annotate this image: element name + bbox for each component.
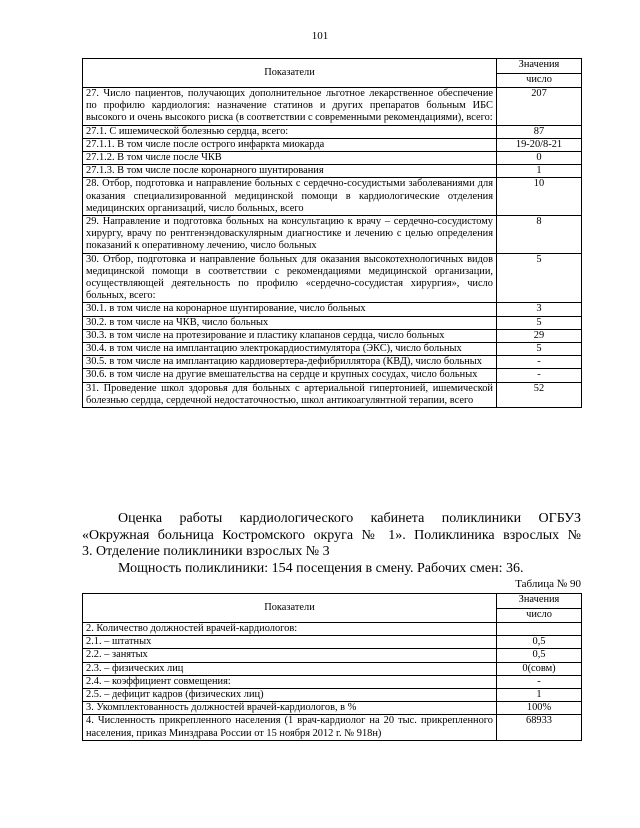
row-value: 87 [497,125,582,138]
row-label: 30.1. в том числе на коронарное шунтирование, число больных [83,303,497,316]
row-value: 3 [497,303,582,316]
table-row [83,152,582,165]
table-row [83,178,582,216]
row-label: 2.5. – дефицит кадров (физических лиц) [83,689,497,702]
row-label: 30.5. в том числе на имплантацию кардиовертера-дефибриллятора (КВД), число больных [83,356,497,369]
table-row [83,316,582,329]
row-label: 2. Количество должностей врачей-кардиологов: [83,623,497,636]
cardiology-staffing-table [82,593,582,741]
table-row [83,253,582,303]
table-row [83,662,582,675]
row-value: - [497,369,582,382]
row-value: 1 [497,165,582,178]
table-header-row [83,594,582,609]
section-heading-continued: 3. Отделение поликлиники взрослых № 3 [82,544,330,559]
row-label: 2.4. – коэффициент совмещения: [83,675,497,688]
table-row [83,702,582,715]
row-label: 2.3. – физических лиц [83,662,497,675]
table-row [83,715,582,740]
row-label: 27.1.3. В том числе после коронарного шунтирования [83,165,497,178]
row-value: 19-20/8-21 [497,138,582,151]
row-label: 30.6. в том числе на другие вмешательства на сердце и крупных сосудах, число больных [83,369,497,382]
row-label: 29. Направление и подготовка больных на консультацию к врачу – сердечно-сосудистому хирургу, врачу по рентгенэндоваскулярным диагностике и лечению с целью определения показаний к оперативному лечению, число больных [83,216,497,254]
header-indicators: Показатели [83,59,497,88]
row-label: 30.2. в том числе на ЧКВ, число больных [83,316,497,329]
row-label: 30.3. в том числе на протезирование и пластику клапанов сердца, число больных [83,329,497,342]
table-row [83,329,582,342]
table-row [83,356,582,369]
row-value: - [497,675,582,688]
row-label: 2.1. – штатных [83,636,497,649]
row-label: 27.1.2. В том числе после ЧКВ [83,152,497,165]
row-value: 8 [497,216,582,254]
row-value: 0 [497,152,582,165]
row-value: 1 [497,689,582,702]
table-row [83,303,582,316]
row-label: 28. Отбор, подготовка и направление больных с сердечно-сосудистыми заболеваниями для оказания специализированной медицинской помощи в кардиологические отделения медицинских организаций, число больных, всего [83,178,497,216]
table-label: Таблица № 90 [515,578,581,590]
table-row [83,689,582,702]
row-value: 207 [497,88,582,126]
row-value [497,623,582,636]
row-label: 27.1. С ишемической болезнью сердца, всего: [83,125,497,138]
table-row [83,649,582,662]
table-row [83,369,582,382]
table-header-row [83,59,582,74]
table-row [83,675,582,688]
row-value: 52 [497,382,582,407]
table-row [83,382,582,407]
header-values: Значения [497,594,582,609]
row-value: 10 [497,178,582,216]
cardiology-indicators-table [82,58,582,408]
header-number: число [497,73,582,88]
clinic-capacity-text: Мощность поликлиники: 154 посещения в смену. Рабочих смен: 36. [118,561,524,576]
row-label: 3. Укомплектованность должностей врачей-кардиологов, в % [83,702,497,715]
table-row [83,636,582,649]
row-label: 30. Отбор, подготовка и направление больных для оказания высокотехнологичных видов медицинской помощи в соответствии с рекомендациями медицинской организации, осуществляющей деятельность по профилю «сердечно-сосудистая хирургия», число больных, всего: [83,253,497,303]
row-value: 100% [497,702,582,715]
header-number: число [497,608,582,623]
row-label: 31. Проведение школ здоровья для больных с артериальной гипертонией, ишемической болезнью сердца, сердечной недостаточностью, школ антикоагулянтной терапии, всего [83,382,497,407]
row-label: 27.1.1. В том числе после острого инфаркта миокарда [83,138,497,151]
row-value: 0,5 [497,636,582,649]
header-values: Значения [497,59,582,74]
row-label: 2.2. – занятых [83,649,497,662]
row-value: 68933 [497,715,582,740]
row-label: 30.4. в том числе на имплантацию электрокардиостимулятора (ЭКС), число больных [83,343,497,356]
row-value: - [497,356,582,369]
row-value: 5 [497,253,582,303]
table-row [83,165,582,178]
row-value: 0(совм) [497,662,582,675]
row-value: 29 [497,329,582,342]
header-indicators: Показатели [83,594,497,623]
row-label: 27. Число пациентов, получающих дополнительное льготное лекарственное обеспечение по профилю кардиология: назначение статинов и других препаратов больным ИБС высокого и очень высокого риска (в соответствии с современными рекомендациями), всего: [83,88,497,126]
table-row [83,623,582,636]
row-label: 4. Численность прикрепленного населения (1 врач-кардиолог на 20 тыс. прикрепленного населения, приказ Минздрава России от 15 ноября 2012 г. № 918н) [83,715,497,740]
row-value: 5 [497,316,582,329]
table-row [83,216,582,254]
table-row [83,138,582,151]
table-row [83,125,582,138]
table-row [83,88,582,126]
row-value: 0,5 [497,649,582,662]
page-number: 101 [311,30,329,42]
section-heading: Оценка работы кардиологического кабинета поликлиники ОГБУЗ «Окружная больница Костромского округа № 1». Поликлиника взрослых № [82,511,581,543]
row-value: 5 [497,343,582,356]
table-row [83,343,582,356]
